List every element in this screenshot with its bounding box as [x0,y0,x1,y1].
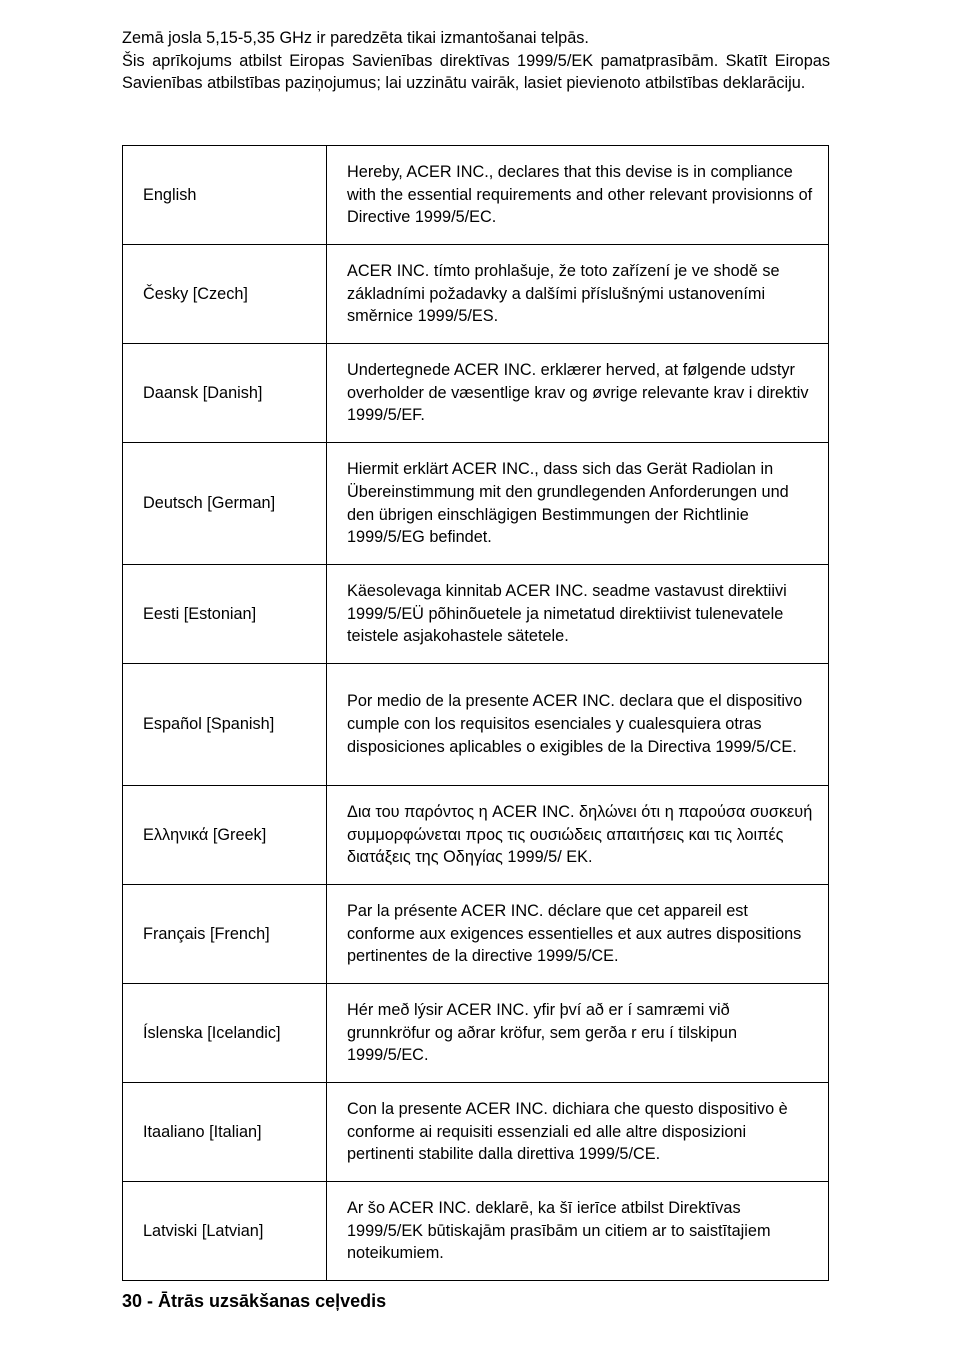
table-row [123,344,829,443]
declaration-cell: Käesolevaga kinnitab ACER INC. seadme vastavust direktiivi 1999/5/EÜ põhinõuetele ja nimetatud direktiivist tulenevatele teistele asjakohastele sätetele. [327,565,829,664]
declaration-cell: Par la présente ACER INC. déclare que cet appareil est conforme aux exigences essentielles et aux autres dispositions pertinentes de la directive 1999/5/CE. [327,885,829,984]
language-cell: Eesti [Estonian] [123,565,327,664]
intro-line-1: Zemā josla 5,15-5,35 GHz ir paredzēta tikai izmantošanai telpās. [122,29,589,47]
language-cell: Ελληνικά [Greek] [123,786,327,885]
language-cell: Español [Spanish] [123,664,327,786]
table-row [123,786,829,885]
table-row [123,245,829,344]
language-cell: Français [French] [123,885,327,984]
declaration-cell: Ar šo ACER INC. deklarē, ka šī ierīce atbilst Direktīvas 1999/5/EK būtiskajām prasībām un citiem ar to saistītajiem noteikumiem. [327,1182,829,1281]
intro-text [122,27,830,95]
language-cell: Itaaliano [Italian] [123,1083,327,1182]
table-row [123,146,829,245]
declaration-cell: Undertegnede ACER INC. erklærer herved, at følgende udstyr overholder de væsentlige krav og øvrige relevante krav i direktiv 1999/5/EF. [327,344,829,443]
table-row [123,443,829,565]
declaration-cell: Hiermit erklärt ACER INC., dass sich das Gerät Radiolan in Übereinstimmung mit den grundlegenden Anforderungen und den übrigen einschlägigen Bestimmungen der Richtlinie 1999/5/EG befindet. [327,443,829,565]
page-footer: 30 - Ātrās uzsākšanas ceļvedis [122,1291,387,1311]
language-cell: Daansk [Danish] [123,344,327,443]
language-cell: Česky [Czech] [123,245,327,344]
language-cell: English [123,146,327,245]
declaration-cell: Hér með lýsir ACER INC. yfir því að er í samræmi við grunnkröfur og aðrar kröfur, sem gerða r eru í tilskipun 1999/5/EC. [327,984,829,1083]
declaration-cell: Por medio de la presente ACER INC. declara que el dispositivo cumple con los requisitos esenciales y cualesquiera otras disposiciones aplicables o exigibles de la Directiva 1999/5/CE. [327,664,829,786]
declaration-cell: Hereby, ACER INC., declares that this devise is in compliance with the essential requirements and other relevant provisionns of Directive 1999/5/EC. [327,146,829,245]
intro-line-2: Šis aprīkojums atbilst Eiropas Savienības direktīvas 1999/5/EK pamatprasībām. Skatīt Eiropas Savienības atbilstības paziņojumus; lai uzzinātu vairāk, lasiet pievienoto atbilstības deklarāciju. [122,51,830,93]
language-cell: Íslenska [Icelandic] [123,984,327,1083]
declaration-table [122,145,829,1281]
table-row [123,565,829,664]
language-cell: Latviski [Latvian] [123,1182,327,1281]
table-row [123,1182,829,1281]
declaration-cell: ACER INC. tímto prohlašuje, že toto zařízení je ve shodě se základními požadavky a dalšími příslušnými ustanoveními směrnice 1999/5/ES. [327,245,829,344]
language-cell: Deutsch [German] [123,443,327,565]
declaration-cell: Con la presente ACER INC. dichiara che questo dispositivo è conforme ai requisiti essenziali ed alle altre disposizioni pertinenti stabilite dalla direttiva 1999/5/CE. [327,1083,829,1182]
table-row [123,1083,829,1182]
table-row [123,664,829,786]
declaration-cell: Δια του παρόντος η ACER INC. δηλώνει ότι η παρούσα συσκευή συμμορφώνεται προς τις ουσιώδεις απαιτήσεις και τις λοιπές διατάξεις της Οδηγίας 1999/5/ ΕΚ. [327,786,829,885]
table-row [123,885,829,984]
table-row [123,984,829,1083]
